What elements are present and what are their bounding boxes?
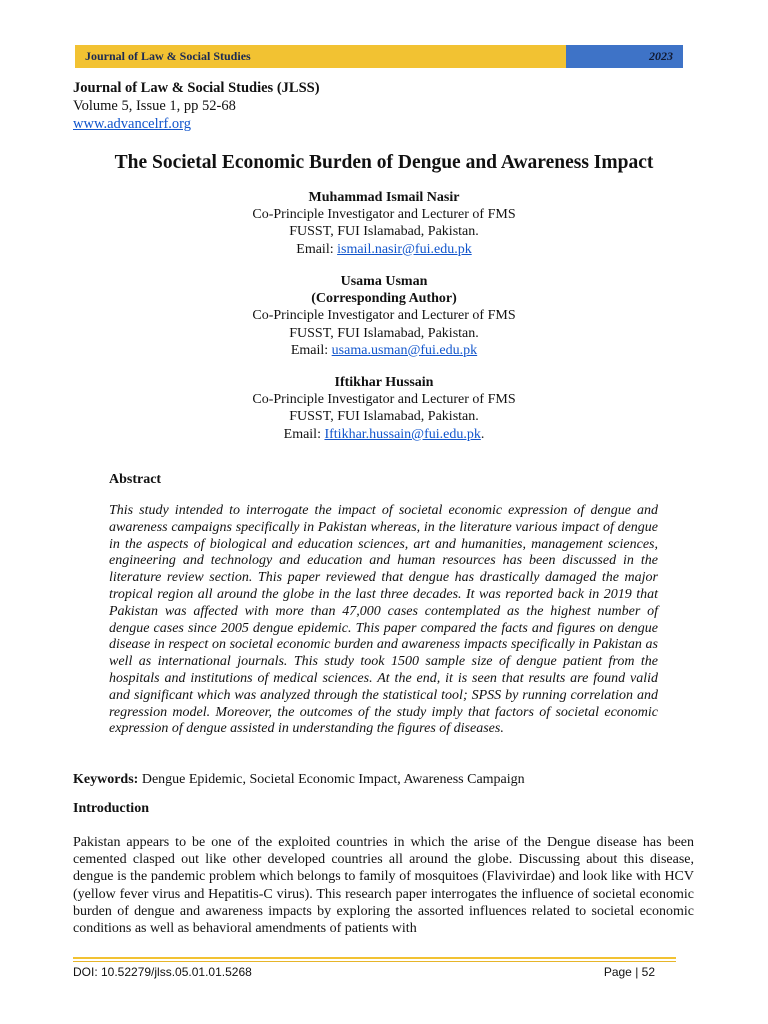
author-role: Co-Principle Investigator and Lecturer of FMS bbox=[252, 308, 516, 324]
author-block bbox=[0, 189, 768, 258]
author-email-link[interactable]: usama.usman@fui.edu.pk bbox=[331, 342, 478, 358]
journal-full-name: Journal of Law & Social Studies (JLSS) bbox=[73, 80, 320, 96]
footer-page-number: Page | 52 bbox=[603, 965, 655, 979]
keywords-label: Keywords: bbox=[73, 772, 139, 787]
author-name: Iftikhar Hussain bbox=[334, 375, 434, 390]
header-year: 2023 bbox=[566, 45, 683, 68]
author-role: Co-Principle Investigator and Lecturer of FMS bbox=[252, 207, 516, 223]
author-name: Usama Usman bbox=[340, 274, 428, 289]
author-email-line bbox=[0, 426, 768, 443]
abstract-heading: Abstract bbox=[109, 472, 162, 487]
journal-info-block bbox=[73, 79, 320, 133]
author-email-link[interactable]: ismail.nasir@fui.edu.pk bbox=[337, 241, 472, 257]
corresponding-author-note: (Corresponding Author) bbox=[311, 291, 457, 307]
email-label: Email: bbox=[283, 426, 325, 442]
footer-doi: DOI: 10.52279/jlss.05.01.01.5268 bbox=[73, 965, 252, 979]
introduction-text: Pakistan appears to be one of the exploited countries in which the arise of the Dengue disease has been cemented clasped out like other developed countries all around the globe. Discussing about this disease, dengue is the pandemic problem which belongs to family of mosquitoes (Flavivirdae) and look like with HCV (yellow fever virus and Hepatitis-C virus). This research paper interrogates the influence of societal economic burden of dengue and awareness impacts by exploring the assorted influences related to societal economic conditions as well as behavioral amendments of patients with bbox=[73, 835, 694, 937]
journal-website-link[interactable]: www.advancelrf.org bbox=[73, 116, 191, 132]
author-affiliation: FUSST, FUI Islamabad, Pakistan. bbox=[289, 224, 479, 240]
footer-divider bbox=[73, 957, 676, 959]
email-label: Email: bbox=[290, 342, 332, 358]
author-affiliation: FUSST, FUI Islamabad, Pakistan. bbox=[289, 409, 479, 425]
email-label: Email: bbox=[296, 241, 338, 257]
keywords-line bbox=[73, 771, 525, 788]
journal-volume: Volume 5, Issue 1, pp 52-68 bbox=[73, 98, 236, 114]
author-email-line bbox=[0, 342, 768, 359]
author-block bbox=[0, 273, 768, 359]
author-role: Co-Principle Investigator and Lecturer of FMS bbox=[252, 392, 516, 408]
introduction-heading: Introduction bbox=[73, 801, 149, 816]
email-suffix: . bbox=[480, 426, 485, 442]
paper-title: The Societal Economic Burden of Dengue and Awareness Impact bbox=[114, 152, 654, 173]
author-email-line bbox=[0, 241, 768, 258]
keywords-text: Dengue Epidemic, Societal Economic Impact, Awareness Campaign bbox=[138, 772, 525, 787]
abstract-text: This study intended to interrogate the impact of societal economic expression of dengue and awareness campaigns specifically in Pakistan whereas, in the literature various impact of dengue in the aspects of biological and education sciences, art and humanities, management sciences, engineering and technology and education and human resources has been discussed in the literature review section. This paper reviewed that dengue has drastically damaged the major tropical region all around the globe in the last three decades. It was reported back in 2019 that Pakistan was affected with more than 47,000 cases contemplated as the highest number of dengue cases since 2005 dengue epidemic. This paper compared the facts and figures on dengue disease in respect on societal economic burden and awareness impacts specifically in Pakistan as well as international journals. This study took 1500 sample size of dengue patient from the hospitals and institutions of medical sciences. At the end, it is seen that results are found valid and significant which was analyzed through the statistical tool; SPSS by running correlation and regression model. Moreover, the outcomes of the study imply that factors of societal economic expression of dengue assisted in understanding the figures of diseases. bbox=[109, 503, 658, 737]
header-journal-name: Journal of Law & Social Studies bbox=[75, 45, 566, 68]
author-email-link[interactable]: Iftikhar.hussain@fui.edu.pk bbox=[324, 426, 481, 442]
author-affiliation: FUSST, FUI Islamabad, Pakistan. bbox=[289, 325, 479, 341]
footer-divider-thin bbox=[73, 961, 676, 962]
author-block bbox=[0, 374, 768, 443]
running-header bbox=[75, 45, 683, 68]
author-name: Muhammad Ismail Nasir bbox=[308, 190, 460, 205]
